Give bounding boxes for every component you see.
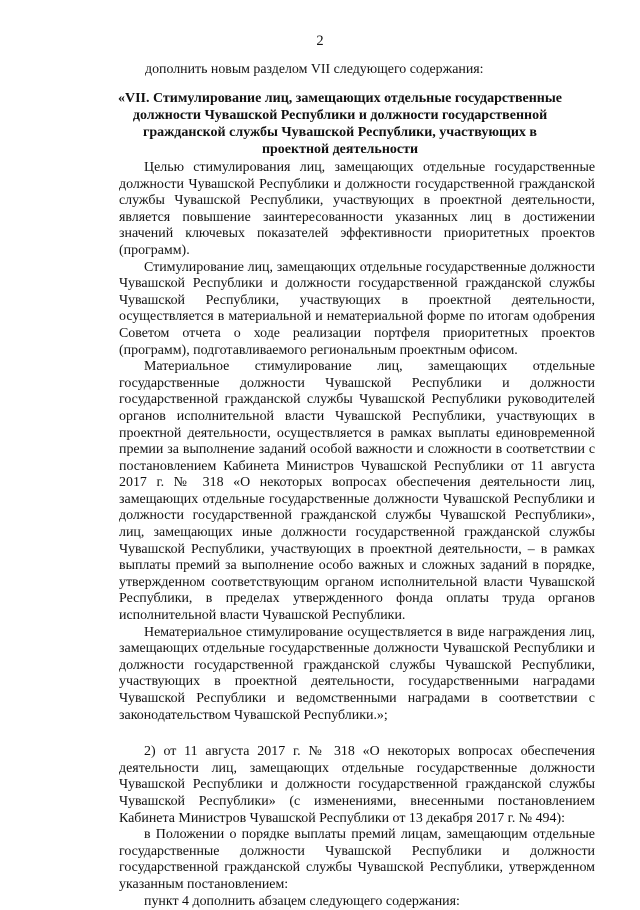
page-number: 2 [316,33,324,49]
paragraph-resolution-318: 2) от 11 августа 2017 г. № 318 «О некоторых вопросах обеспечения деятельности лиц, замещающих отдельные государственные должности Чувашской Республики и должности государственной гражданской службы Чувашской Республики» (с изменениями, внесенными постановлением Кабинета Министров Чувашской Республики от 13 декабря 2017 г. № 494): [119,744,595,826]
paragraph-stimulation-forms: Стимулирование лиц, замещающих отдельные государственные должности Чувашской Республики и должности государственной гражданской службы Чувашской Республики, участвующих в проектной деятельности, осуществляется в материальной и нематериальной форме по итогам одобрения Советом отчета о ходе реализации портфеля приоритетных проектов (программ), подготавливаемого региональным проектным офисом. [119,259,595,358]
paragraph-material-stimulation: Материальное стимулирование лиц, замещающих отдельные государственные должности Чувашской Республики и должности государственной гражданской службы Чувашской Республики руководителей органов исполнительной власти Чувашской Республики, участвующих в проектной деятельности, осуществляется в рамках выплаты единовременной премии за выполнение заданий особой важности и сложности в соответствии с постановлением Кабинета Министров Чувашской Республики от 11 августа 2017 г. № 318 «О некоторых вопросах обеспечения деятельности лиц, замещающих отдельные государственные должности Чувашской Республики и должности государственной гражданской службы Чувашской Республики», лиц, замещающих иные должности государственной гражданской службы Чувашской Республики, участвующих в проектной деятельности, – в рамках выплаты премий за выполнение особо важных и сложных заданий в порядке, утвержденном соответствующим органом исполнительной власти Чувашской Республики, в пределах утвержденного фонда оплаты труда органов исполнительной власти Чувашской Республики. [119,359,595,624]
intro-line: дополнить новым разделом VII следующего содержания: [145,62,484,77]
paragraph-regulation-bonuses: в Положении о порядке выплаты премий лицам, замещающим отдельные государственные должности Чувашской Республики и должности государственной гражданской службы Чувашской Республики, утвержденном указанным постановлением: [119,827,595,892]
paragraph-clause-4: пункт 4 дополнить абзацем следующего содержания: [144,893,460,909]
document-body [119,160,595,910]
paragraph-purpose: Целью стимулирования лиц, замещающих отдельные государственные должности Чувашской Республики и должности государственной гражданской службы Чувашской Республики, участвующих в проектной деятельности, является повышение заинтересованности указанных лиц в достижении значений ключевых показателей эффективности приоритетных проектов (программ). [119,160,595,258]
section-title: «VII. Стимулирование лиц, замещающих отдельные государственные должности Чувашской Республики и должности государственной гражданской службы Чувашской Республики, участвующих в проектной деятельности [117,91,563,157]
paragraph-nonmaterial-stimulation: Нематериальное стимулирование осуществляется в виде награждения лиц, замещающих отдельные государственные должности Чувашской Республики и должности государственной гражданской службы Чувашской Республики, участвующих в проектной деятельности, государственными наградами Чувашской Республики и ведомственными наградами в соответствии с законодательством Чувашской Республики.»; [119,624,595,723]
